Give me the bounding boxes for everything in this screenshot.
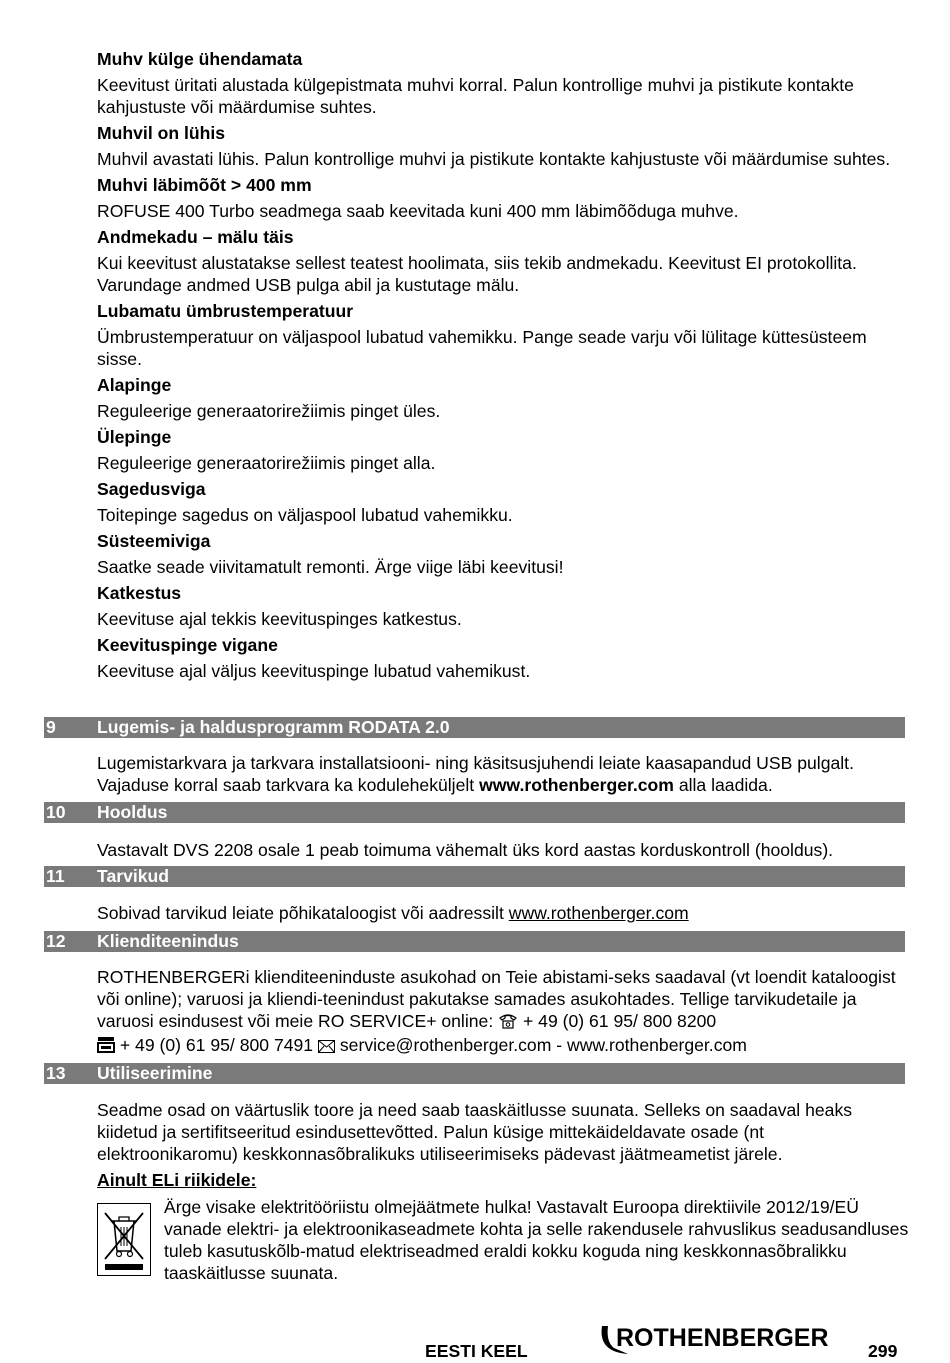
error-title: Muhvi läbimõõt > 400 mm <box>97 175 312 195</box>
footer-language: EESTI KEEL <box>425 1341 528 1361</box>
section-header-9 <box>44 717 905 738</box>
error-title: Ülepinge <box>97 427 172 447</box>
section-12-text <box>97 966 905 1058</box>
section-title: Klienditeenindus <box>97 931 239 951</box>
page-number: 299 <box>868 1341 898 1361</box>
phone-icon <box>498 1012 518 1034</box>
rothenberger-logo <box>598 1322 850 1358</box>
section-11-text <box>97 902 905 924</box>
section-number: 11 <box>46 866 65 886</box>
section-10-text: Vastavalt DVS 2208 osale 1 peab toimuma vähemalt üks kord aastas korduskontroll (hooldus). <box>97 840 834 860</box>
error-title: Muhv külge ühendamata <box>97 49 303 69</box>
section-9-text <box>97 752 905 796</box>
logo-wordmark: ROTHENBERGER <box>616 1324 829 1352</box>
section-11-text-a: Sobivad tarvikud leiate põhikataloogist või aadressilt <box>97 903 509 923</box>
error-text: Keevituse ajal väljus keevituspinge lubatud vahemikust. <box>97 661 531 681</box>
error-item <box>97 426 905 474</box>
phone-number: + 49 (0) 61 95/ 800 8200 <box>523 1011 717 1031</box>
error-title: Muhvil on lühis <box>97 123 226 143</box>
error-title: Sagedusviga <box>97 479 206 499</box>
error-title: Süsteemiviga <box>97 531 211 551</box>
fax-icon <box>97 1036 115 1058</box>
error-item <box>97 122 905 170</box>
section-13-text: Seadme osad on väärtuslik toore ja need saab taaskäitlusse suunata. Selleks on saadaval heaks kiidetud ja sertifitseeritud esindusettevõtted. Palun küsige mittekäideldavate osade (nt elektroonikaromu) keskkonnasõbralikuks utiliseerimiseks pädevast jäätmeametist järele. <box>97 1100 853 1164</box>
section-title: Tarvikud <box>97 866 170 886</box>
error-text: ROFUSE 400 Turbo seadmega saab keevitada kuni 400 mm läbimõõduga muhve. <box>97 201 739 221</box>
rothenberger-link[interactable]: www.rothenberger.com <box>508 903 689 923</box>
error-list <box>97 48 905 686</box>
crossed-bin-icon <box>97 1203 151 1276</box>
error-text: Ümbrustemperatuur on väljaspool lubatud vahemikku. Pange seade varju või lülitage küttesüsteem sisse. <box>97 327 867 369</box>
section-title: Hooldus <box>97 802 168 822</box>
error-title: Alapinge <box>97 375 172 395</box>
section-header-13 <box>44 1063 905 1084</box>
error-text: Reguleerige generaatorirežiimis pinget alla. <box>97 453 436 473</box>
error-title: Lubamatu ümbrustemperatuur <box>97 301 354 321</box>
error-item <box>97 530 905 578</box>
error-text: Keevituse ajal tekkis keevituspinges katkestus. <box>97 609 462 629</box>
email-address[interactable]: service@rothenberger.com - www.rothenberger.com <box>339 1035 747 1055</box>
section-number: 12 <box>46 931 66 951</box>
error-item <box>97 48 905 118</box>
section-number: 10 <box>46 802 66 822</box>
error-item <box>97 226 905 296</box>
error-text: Toitepinge sagedus on väljaspool lubatud vahemikku. <box>97 505 513 525</box>
section-title: Utiliseerimine <box>97 1063 213 1083</box>
error-text: Saatke seade viivitamatult remonti. Ärge viige läbi keevitusi! <box>97 557 564 577</box>
error-title: Katkestus <box>97 583 182 603</box>
error-item <box>97 478 905 526</box>
eu-directive-text: Ärge visake elektritööriistu olmejäätmete hulka! Vastavalt Euroopa direktiivile 2012/19/EÜ vanade elektri- ja elektroonikaseadmete kohta ja selle rakendusele rahvuslikus seadusandluses tuleb kasutuskõlb-matud elektriseadmed eraldi kokku koguda ning keskkonnasõbralikku taaskäitlusse suunata. <box>164 1197 909 1283</box>
error-item <box>97 300 905 370</box>
error-text: Kui keevitust alustatakse sellest teatest hoolimata, siis tekib andmekadu. Keevitust EI protokollita. Varundage andmed USB pulga abil ja kustutage mälu. <box>97 253 857 295</box>
envelope-icon <box>318 1036 335 1058</box>
section-title: Lugemis- ja haldusprogramm RODATA 2.0 <box>97 717 450 737</box>
section-header-10 <box>44 802 905 823</box>
section-header-11 <box>44 866 905 887</box>
fax-number: + 49 (0) 61 95/ 800 7491 <box>119 1035 314 1055</box>
section-9-text-b: alla laadida. <box>673 775 773 795</box>
error-item <box>97 174 905 222</box>
error-text: Muhvil avastati lühis. Palun kontrollige muhvi ja pistikute kontakte kahjustuste või määrdumise suhtes. <box>97 149 891 169</box>
section-header-12 <box>44 931 905 952</box>
section-number: 9 <box>46 717 56 737</box>
eu-heading: Ainult ELi riikidele: <box>97 1170 257 1190</box>
error-item <box>97 374 905 422</box>
error-text: Reguleerige generaatorirežiimis pinget üles. <box>97 401 441 421</box>
error-title: Keevituspinge vigane <box>97 635 278 655</box>
section-12-text-body: ROTHENBERGERi klienditeeninduste asukohad on Teie abistami-seks saadaval (vt loendit kataloogist või online); varuosi ja kliendi-teenindust pakutakse samades asukohtades. Tellige tarvikudetaile ja varuosi esindusest või meie RO SERVICE+ online: <box>97 967 896 1031</box>
section-number: 13 <box>46 1063 66 1083</box>
error-item <box>97 582 905 630</box>
section-9-text-a: Lugemistarkvara ja tarkvara installatsiooni- ning käsitsusjuhendi leiate kaasapandud USB pulgalt. Vajaduse korral saab tarkvara ka koduleheküljelt <box>97 753 854 795</box>
error-text: Keevitust üritati alustada külgepistmata muhvi korral. Palun kontrollige muhvi ja pistikute kontakte kahjustuste või määrdumise suhtes. <box>97 75 854 117</box>
error-title: Andmekadu – mälu täis <box>97 227 294 247</box>
rothenberger-link[interactable]: www.rothenberger.com <box>479 775 674 795</box>
error-item <box>97 634 905 682</box>
